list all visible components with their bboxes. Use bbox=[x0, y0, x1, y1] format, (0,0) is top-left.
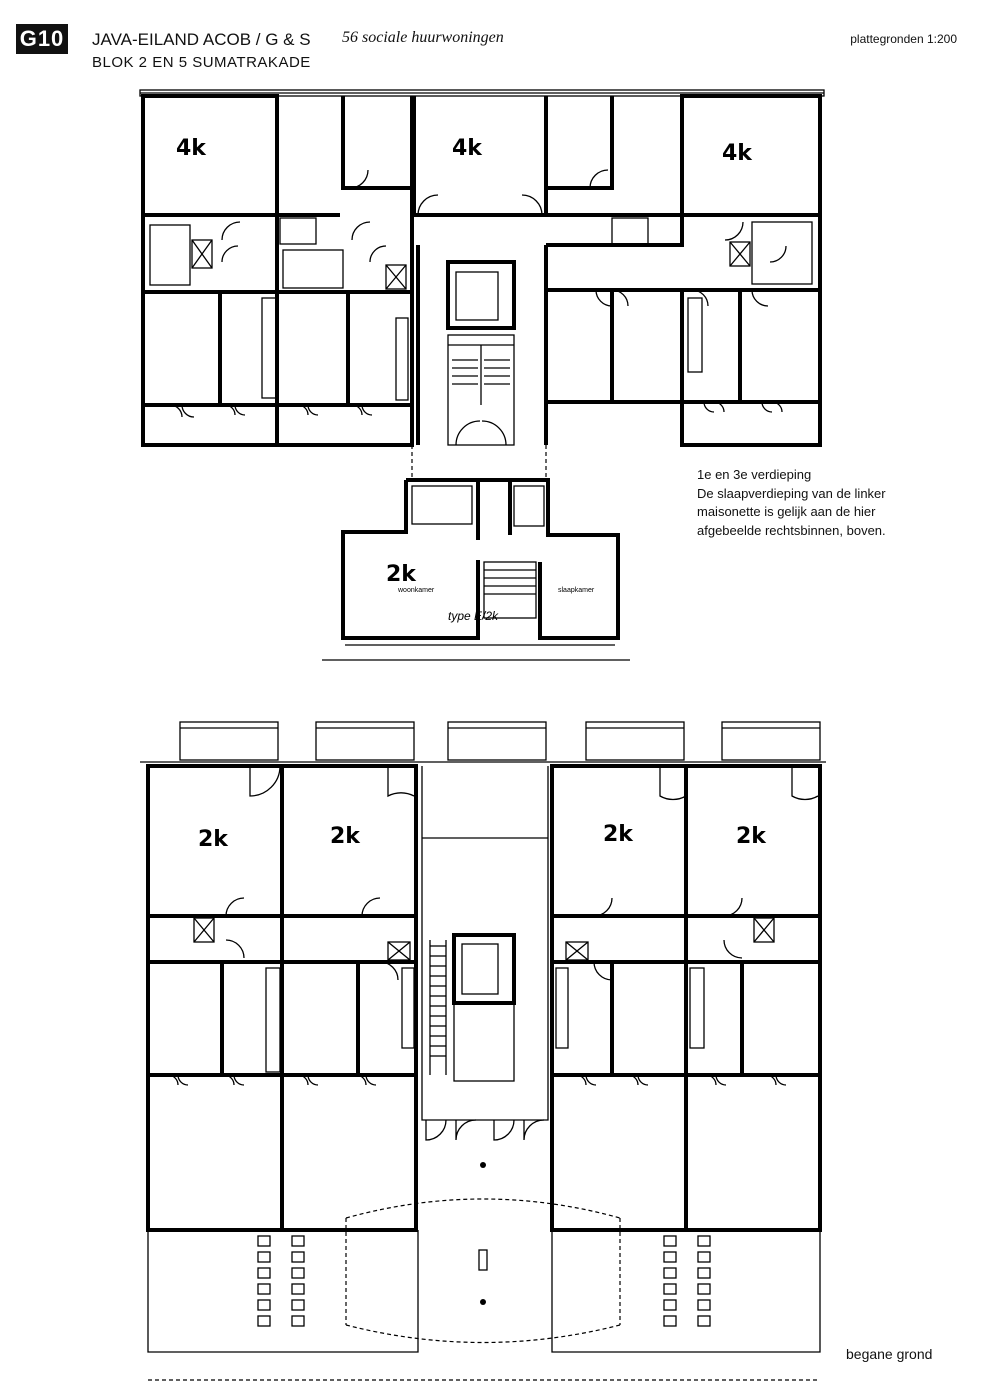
note-line-3: maisonette is gelijk aan de hier bbox=[697, 504, 876, 519]
room-label-2k-1: 2k bbox=[198, 827, 228, 852]
ground-floor-plan bbox=[140, 722, 826, 1380]
scale-label: plattegronden 1:200 bbox=[850, 32, 957, 46]
room-label-4k-left: 4k bbox=[176, 136, 206, 161]
drawing-number-badge: G10 bbox=[16, 24, 68, 54]
project-subtitle: BLOK 2 EN 5 SUMATRAKADE bbox=[92, 54, 311, 71]
label-slaapkamer: slaapkamer bbox=[558, 587, 595, 594]
note-line-2: De slaapverdieping van de linker bbox=[697, 485, 886, 501]
label-woonkamer: woonkamer bbox=[398, 587, 435, 594]
handwritten-type-label: type E/2k bbox=[448, 609, 499, 623]
project-title: JAVA-EILAND ACOB / G & S bbox=[92, 30, 311, 49]
room-label-4k-right: 4k bbox=[722, 141, 752, 166]
housing-count: 56 sociale huurwoningen bbox=[342, 29, 504, 46]
room-label-2k-upper: 2k bbox=[386, 562, 416, 587]
room-label-2k-3: 2k bbox=[603, 822, 633, 847]
note-line-1: 1e en 3e verdieping bbox=[697, 467, 812, 482]
room-label-4k-center: 4k bbox=[452, 136, 482, 161]
note-line-4: afgebeelde rechtsbinnen, boven. bbox=[697, 522, 886, 538]
ground-floor-caption: begane grond bbox=[846, 1346, 933, 1362]
upper-floor-plan bbox=[140, 90, 824, 660]
room-label-2k-4: 2k bbox=[736, 824, 766, 849]
room-label-2k-2: 2k bbox=[330, 824, 360, 849]
floor-note bbox=[697, 466, 886, 540]
